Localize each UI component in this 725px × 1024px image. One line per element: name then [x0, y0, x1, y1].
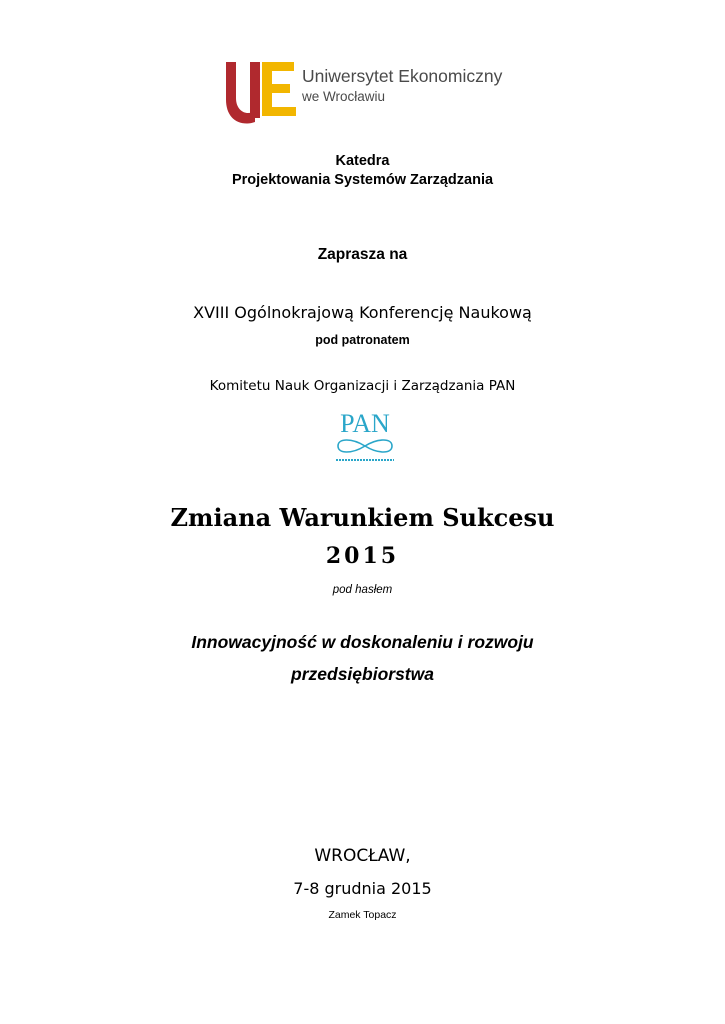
patronage-label: pod patronatem	[315, 333, 410, 347]
venue: Zamek Topacz	[328, 909, 397, 921]
motto-line-2: przedsiębiorstwa	[291, 664, 434, 684]
city: WROCŁAW,	[314, 846, 411, 866]
katedra-label: Katedra	[335, 153, 390, 169]
motto-intro: pod hasłem	[332, 584, 393, 596]
university-name: Uniwersytet Ekonomiczny	[302, 66, 503, 86]
department-block	[0, 152, 725, 190]
committee-name: Komitetu Nauk Organizacji i Zarządzania PAN	[209, 378, 516, 394]
pan-logo-text: PAN	[340, 409, 390, 438]
event-date: 7-8 grudnia 2015	[293, 879, 432, 898]
ue-mark-icon	[224, 58, 300, 124]
motto	[0, 626, 725, 690]
conference-title: Zmiana Warunkiem Sukcesu	[170, 503, 555, 532]
motto-line-1: Innowacyjność w doskonaleniu i rozwoju	[191, 632, 534, 652]
conference-name: XVIII Ogólnokrajową Konferencję Naukową	[193, 303, 532, 322]
pan-logo	[330, 408, 400, 466]
conference-year: 2015	[325, 543, 400, 569]
pan-infinity-icon	[330, 408, 400, 466]
department-name: Projektowania Systemów Zarządzania	[231, 172, 494, 188]
invite-text: Zaprasza na	[317, 246, 408, 263]
university-subtitle: we Wrocławiu	[302, 89, 386, 104]
